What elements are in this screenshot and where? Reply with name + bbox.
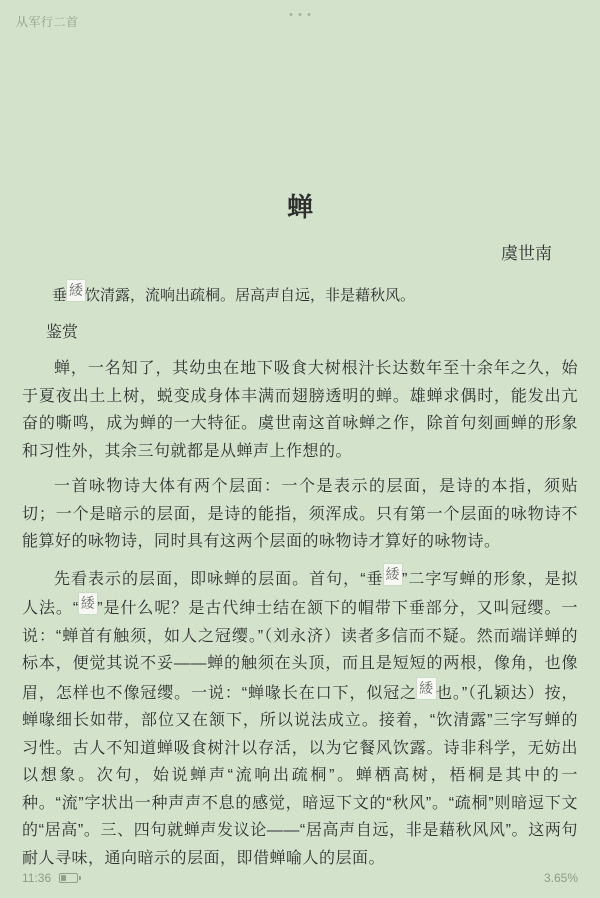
- battery-icon: [59, 873, 78, 883]
- header-book-title: 从军行二首: [16, 15, 79, 29]
- poem-text: 垂 緌 饮清露，流响出疏桐。居高声自远，非是藉秋风。: [52, 282, 416, 304]
- status-bar: [22, 871, 578, 885]
- rare-char-image: 緌: [417, 678, 436, 699]
- rare-char-image: 緌: [79, 593, 98, 614]
- rare-char-image: 緌: [67, 280, 85, 301]
- reading-content: [22, 0, 578, 872]
- analysis-paragraph: 蝉，一名知了，其幼虫在地下吸食大树根汁长达数年至十余年之久，始于夏夜出土上树，蜕变成身体丰满而翅膀透明的蝉。雄蝉求偶时，能发出亢奋的嘶鸣，成为蝉的一大特征。虞世南这首咏蝉之作，除首句刻画蝉的形象和习性外，其余三句就都是从蝉声上作想的。: [22, 360, 578, 460]
- section-label-appreciation: 鉴赏: [46, 324, 79, 341]
- analysis-paragraph: 先看表示的层面，即咏蝉的层面。首句，“垂 緌 ”二字写蝉的形象，是拟人法。“ 緌 ”是什么呢？是古代绅士结在颔下的帽带下垂部分，又叫冠缨。一说：“蝉首有触须，如人之冠缨。”（刘永济）读者多信而不疑。然而端详蝉的标本，便觉其说不妥——蝉的触须在头顶，而且是短短的两根，像角，也像眉，怎样也不像冠缨。一说：“蝉喙长在口下，似冠之 緌 也。”（孔颖达）按，蝉喙细长如带，部位又在颔下，所以说法成立。接着，“饮清露”三字写蝉的习性。古人不知道蝉吸食树汁以存活，以为它餐风饮露。诗非科学，无妨出以想象。次句，始说蝉声“流响出疏桐”。蝉栖高树，梧桐是其中的一种。“流”字状出一种声声不息的感觉，暗逗下文的“秋风”。“疏桐”则暗逗下文的“居高”。三、四句就蝉声发议论——“居高声自远，非是藉秋风风”。这两句耐人寻味，通向暗示的层面，即借蝉喻人的层面。: [22, 565, 578, 867]
- rare-char-image: 緌: [384, 564, 403, 585]
- poem-author: 虞世南: [501, 244, 552, 263]
- clock-time: 11:36: [22, 871, 52, 885]
- reading-progress: 3.65%: [543, 871, 578, 885]
- analysis-paragraph: 一首咏物诗大体有两个层面：一个是表示的层面，是诗的本指，须贴切；一个是暗示的层面，是诗的能指，须浑成。只有第一个层面的咏物诗不能算好的咏物诗，同时具有这两个层面的咏物诗才算好的咏物诗。: [22, 478, 578, 550]
- poem-title: 蝉: [286, 192, 313, 222]
- battery-fill: [61, 875, 66, 881]
